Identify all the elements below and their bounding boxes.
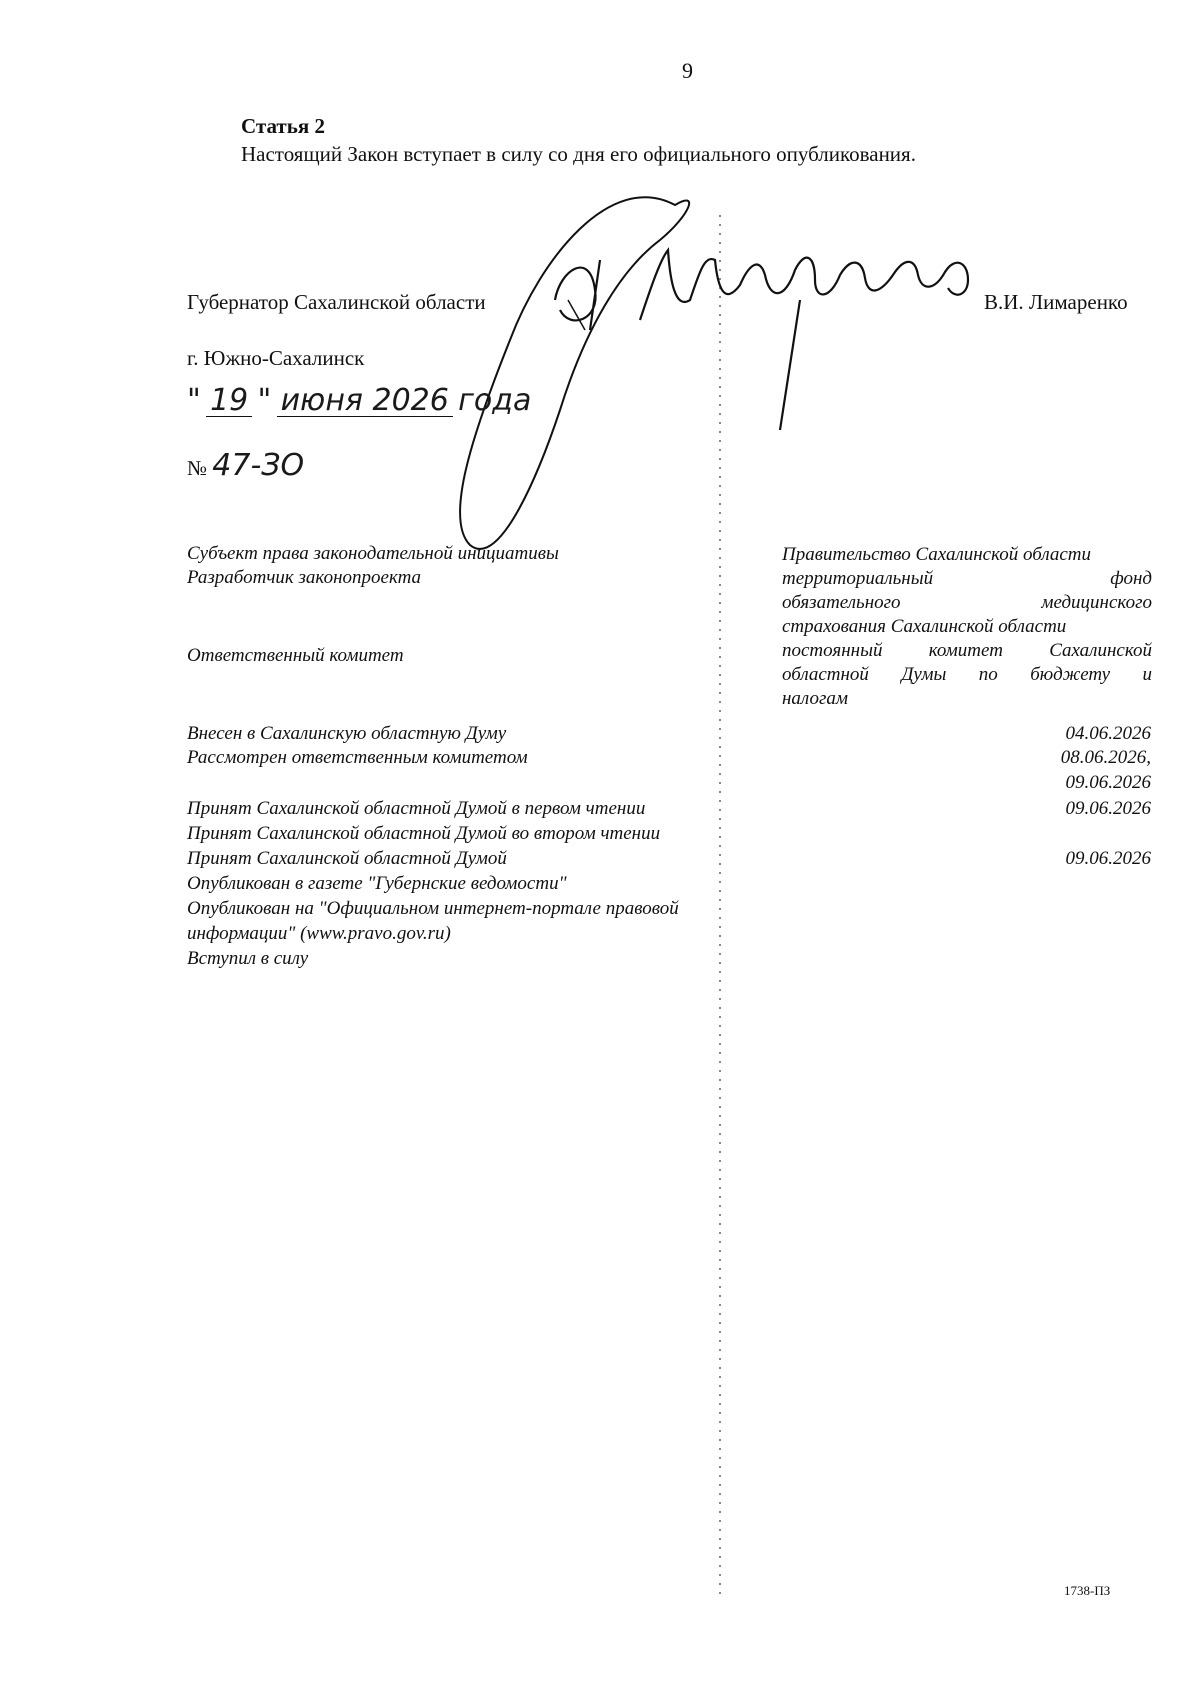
committee-value-line: областной Думы по бюджету и [782,664,1152,685]
committee-value-line: постоянный комитет Сахалинской [782,640,1152,661]
date-close-quote: " [257,383,272,418]
date-month-year: июня 2026 [277,386,453,417]
timeline-label: Принят Сахалинской областной Думой в первом чтении [187,798,646,819]
article-text: Настоящий Закон вступает в силу со дня его официального опубликования. [241,142,916,166]
article-title: Статья 2 [241,114,325,138]
signing-date [187,383,531,418]
timeline-label: Опубликован в газете "Губернские ведомости" [187,873,567,894]
number-label: № [187,456,208,480]
timeline-label: Вступил в силу [187,948,309,969]
footer-code: 1738-ПЗ [1064,1583,1111,1598]
timeline-label: Внесен в Сахалинскую областную Думу [187,723,507,744]
timeline-label: Рассмотрен ответственным комитетом [187,747,528,768]
page-number: 9 [682,58,693,83]
committee-label: Ответственный комитет [187,645,404,666]
subject-developer-values [782,543,1152,711]
timeline-date: 09.06.2026 [1065,772,1151,793]
timeline-date: 09.06.2026 [1065,798,1151,819]
timeline-label: информации" (www.pravo.gov.ru) [187,923,451,944]
place-of-signing: г. Южно-Сахалинск [187,346,365,370]
law-number [187,448,304,483]
developer-label: Разработчик законопроекта [187,567,422,588]
developer-value-line: страхования Сахалинской области [782,616,1067,637]
date-day: 19 [206,386,252,417]
number-value: 47-ЗО [212,448,305,483]
subject-label: Субъект права законодательной инициативы [187,543,559,564]
signer-name: В.И. Лимаренко [984,290,1128,314]
timeline-label: Принят Сахалинской областной Думой [187,848,507,869]
timeline-label: Опубликован на "Официальном интернет-портале правовой [187,898,679,919]
developer-value-line: территориальный фонд [782,568,1152,589]
date-suffix: года [458,383,532,418]
timeline-date: 08.06.2026, [1060,747,1151,768]
timeline-label: Принят Сахалинской областной Думой во втором чтении [187,823,661,844]
subject-value: Правительство Сахалинской области [782,544,1092,565]
committee-value-line: налогам [782,688,848,709]
signer-role: Губернатор Сахалинской области [187,290,486,314]
date-open-quote: " [187,383,201,418]
timeline-date: 09.06.2026 [1065,848,1151,869]
timeline-date: 04.06.2026 [1065,723,1151,744]
developer-value-line: обязательного медицинского [782,592,1152,613]
